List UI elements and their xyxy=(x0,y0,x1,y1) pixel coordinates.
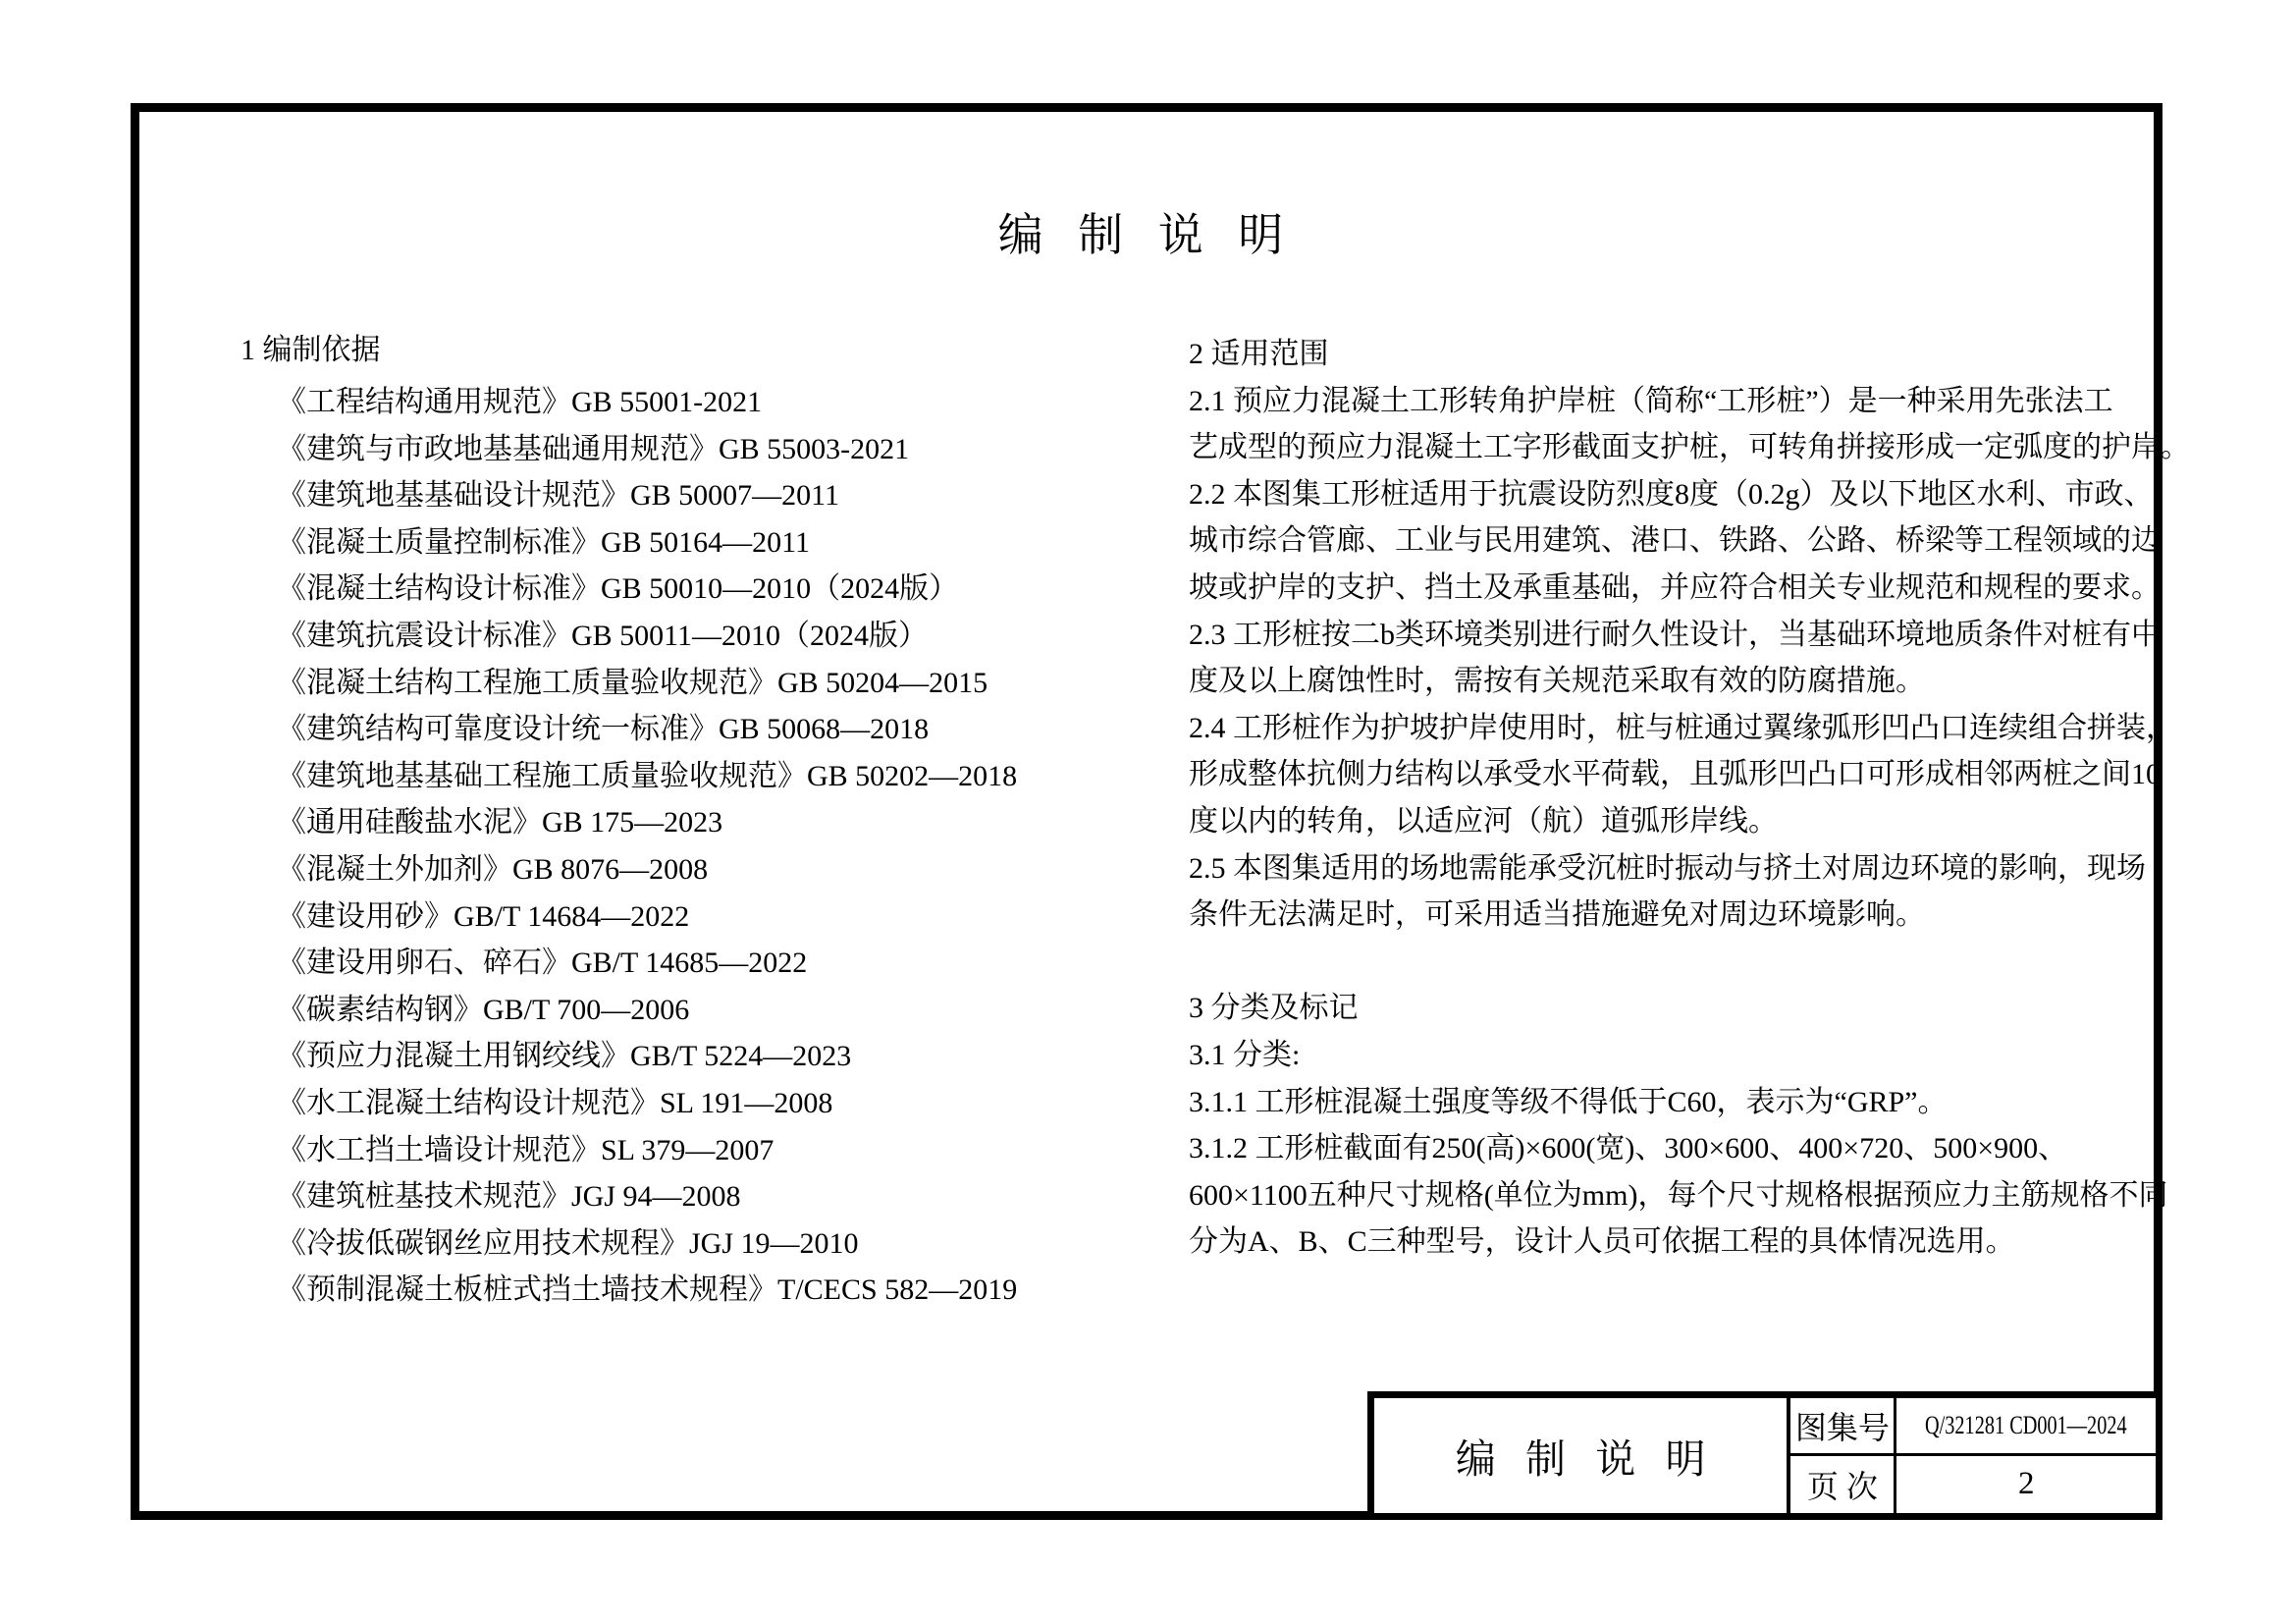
scope-text-line: 形成整体抗侧力结构以承受水平荷载，且弧形凹凸口可形成相邻两桩之间10 xyxy=(1189,758,2161,791)
page-number-value: 2 xyxy=(2017,1466,2035,1502)
standard-list-item: 《混凝土质量控制标准》GB 50164—2011 xyxy=(277,525,811,559)
scope-text-line: 艺成型的预应力混凝土工字形截面支护桩，可转角拼接形成一定弧度的护岸。 xyxy=(1189,431,2190,464)
page-number-label: 页 次 xyxy=(1790,1456,1896,1514)
standard-list-item: 《建设用砂》GB/T 14684—2022 xyxy=(277,899,690,933)
scope-text-line: 分为A、B、C三种型号，设计人员可依据工程的具体情况选用。 xyxy=(1189,1225,2015,1259)
standard-list-item: 《混凝土外加剂》GB 8076—2008 xyxy=(277,852,709,886)
scope-text-line: 3.1 分类: xyxy=(1189,1038,1301,1071)
scope-text-line: 坡或护岸的支护、挡土及承重基础，并应符合相关专业规范和规程的要求。 xyxy=(1189,570,2161,604)
standard-list-item: 《预制混凝土板桩式挡土墙技术规程》T/CECS 582—2019 xyxy=(277,1273,1018,1307)
scope-text-line: 3.1.2 工形桩截面有250(高)×600(宽)、300×600、400×720、500×900、 xyxy=(1189,1132,2068,1165)
standard-list-item: 《建筑与市政地基基础通用规范》GB 55003-2021 xyxy=(277,432,910,465)
scope-text-line: 2.5 本图集适用的场地需能承受沉桩时振动与挤土对周边环境的影响，现场 xyxy=(1189,851,2146,885)
basis-section-heading: 1 编制依据 xyxy=(240,334,381,366)
standard-list-item: 《建筑桩基技术规范》JGJ 94—2008 xyxy=(277,1180,741,1214)
standard-list-item: 《水工挡土墙设计规范》SL 379—2007 xyxy=(277,1133,774,1166)
atlas-number-value xyxy=(1896,1398,2156,1456)
scope-text-line: 3 分类及标记 xyxy=(1189,992,1359,1025)
scope-text-line: 城市综合管廊、工业与民用建筑、港口、铁路、公路、桥梁等工程领域的边 xyxy=(1189,524,2161,558)
scope-text-line: 2.3 工形桩按二b类环境类别进行耐久性设计，当基础环境地质条件对桩有中 xyxy=(1189,618,2161,651)
standards-list xyxy=(277,379,1017,1314)
scope-text-line: 3.1.1 工形桩混凝土强度等级不得低于C60，表示为“GRP”。 xyxy=(1189,1085,1948,1118)
standard-list-item: 《冷拔低碳钢丝应用技术规程》JGJ 19—2010 xyxy=(277,1226,859,1260)
scope-text-line: 条件无法满足时，可采用适当措施避免对周边环境影响。 xyxy=(1189,898,1925,932)
standard-list-item: 《建筑抗震设计标准》GB 50011—2010（2024版） xyxy=(277,619,929,652)
scope-text-line: 度以内的转角，以适应河（航）道弧形岸线。 xyxy=(1189,804,1778,838)
scope-text-line: 2.4 工形桩作为护坡护岸使用时，桩与桩通过翼缘弧形凹凸口连续组合拼装， xyxy=(1189,711,2175,744)
standard-list-item: 《混凝土结构设计标准》GB 50010—2010（2024版） xyxy=(277,572,959,606)
scope-text-line: 2.1 预应力混凝土工形转角护岸桩（简称“工形桩”）是一种采用先张法工 xyxy=(1189,384,2113,417)
standard-list-item: 《建设用卵石、碎石》GB/T 14685—2022 xyxy=(277,947,808,980)
standard-list-item: 《建筑地基基础工程施工质量验收规范》GB 50202—2018 xyxy=(277,759,1018,792)
scope-text-line xyxy=(1189,939,2190,986)
scope-section xyxy=(1189,331,2190,1266)
title-block-sheet-title: 编 制 说 明 xyxy=(1374,1398,1790,1513)
standard-list-item: 《混凝土结构工程施工质量验收规范》GB 50204—2015 xyxy=(277,666,988,699)
atlas-number-text: Q/321281 CD001—2024 xyxy=(1925,1410,2128,1439)
title-block xyxy=(1367,1391,2163,1520)
scope-text-line: 2 适用范围 xyxy=(1189,338,1329,370)
scope-text-line: 度及以上腐蚀性时，需按有关规范采取有效的防腐措施。 xyxy=(1189,665,1925,698)
standard-list-item: 《建筑地基基础设计规范》GB 50007—2011 xyxy=(277,479,840,513)
scope-text-line: 2.2 本图集工形桩适用于抗震设防烈度8度（0.2g）及以下地区水利、市政、 xyxy=(1189,477,2154,511)
standard-list-item: 《预应力混凝土用钢绞线》GB/T 5224—2023 xyxy=(277,1040,852,1073)
page-title: 编 制 说 明 xyxy=(997,210,1296,260)
scope-text-line: 600×1100五种尺寸规格(单位为mm)，每个尺寸规格根据预应力主筋规格不同 xyxy=(1189,1178,2168,1212)
atlas-number-label: 图集号 xyxy=(1790,1398,1896,1456)
standard-list-item: 《工程结构通用规范》GB 55001-2021 xyxy=(277,386,763,418)
standard-list-item: 《水工混凝土结构设计规范》SL 191—2008 xyxy=(277,1086,833,1119)
standard-list-item: 《碳素结构钢》GB/T 700—2006 xyxy=(277,993,690,1026)
standard-list-item: 《建筑结构可靠度设计统一标准》GB 50068—2018 xyxy=(277,713,930,746)
title-block-grid xyxy=(1790,1398,2156,1513)
standard-list-item: 《通用硅酸盐水泥》GB 175—2023 xyxy=(277,806,723,839)
